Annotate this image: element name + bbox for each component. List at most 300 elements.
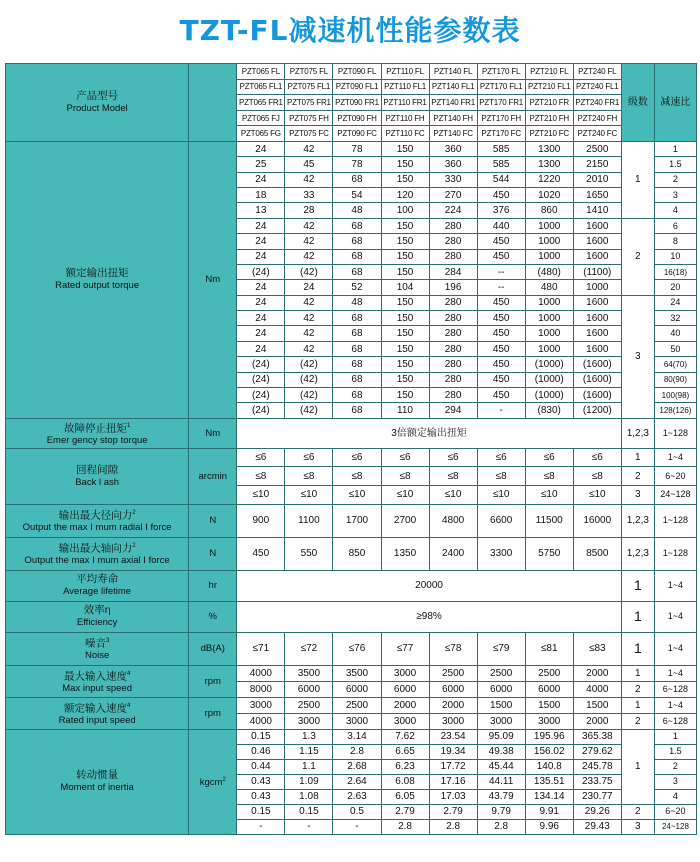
value-cell: 2.68	[333, 759, 381, 774]
value-cell: 120	[381, 188, 429, 203]
category-label	[6, 448, 189, 504]
value-cell: ≤8	[429, 467, 477, 486]
value-cell: 1020	[525, 188, 573, 203]
ratio-cell: 4	[654, 203, 696, 218]
value-cell: 42	[285, 341, 333, 356]
stage-cell: 2	[621, 804, 654, 819]
category-label-en: Output the max I mum axial I force	[24, 555, 170, 567]
value-cell: 6000	[477, 681, 525, 697]
value-cell: 1600	[573, 326, 621, 341]
ratio-cell: 1	[654, 729, 696, 744]
value-cell: 279.62	[573, 744, 621, 759]
ratio-cell: 1~4	[654, 601, 696, 632]
value-cell: 150	[381, 264, 429, 279]
ratio-cell: 6~20	[654, 804, 696, 819]
value-cell: 4000	[573, 681, 621, 697]
value-cell: 280	[429, 234, 477, 249]
ratio-cell: 80(90)	[654, 372, 696, 387]
value-cell: (1100)	[573, 264, 621, 279]
value-cell: 42	[285, 295, 333, 310]
model-cell: PZT170 FC	[477, 126, 525, 142]
value-cell: ≤10	[573, 486, 621, 505]
value-cell: 0.43	[237, 789, 285, 804]
category-label-en: Noise	[84, 650, 110, 662]
unit-text: %	[208, 611, 217, 623]
value-cell: 0.44	[237, 759, 285, 774]
value-cell: 48	[333, 203, 381, 218]
value-cell: ≤79	[477, 632, 525, 665]
value-cell: 1300	[525, 141, 573, 156]
value-cell: 0.43	[237, 774, 285, 789]
ratio-cell: 4	[654, 789, 696, 804]
value-cell: 450	[477, 341, 525, 356]
value-cell: 110	[381, 403, 429, 418]
category-label-cn: 回程间隙	[76, 463, 119, 476]
value-cell: 24	[237, 326, 285, 341]
ratio-cell: 1	[654, 141, 696, 156]
value-cell: 2.79	[429, 804, 477, 819]
ratio-cell: 1~4	[654, 665, 696, 681]
category-label-cn: 最大输入速度	[63, 669, 127, 682]
value-cell: 68	[333, 264, 381, 279]
category-label	[6, 697, 189, 729]
value-cell: 6.05	[381, 789, 429, 804]
value-cell: 280	[429, 311, 477, 326]
model-cell: PZT090 FL1	[333, 79, 381, 95]
value-cell: 150	[381, 218, 429, 233]
model-label	[6, 64, 189, 142]
value-cell: 330	[429, 172, 477, 187]
unit-label	[189, 570, 237, 601]
category-label-cn: 故障停止扭矩	[63, 421, 127, 434]
value-cell: 1500	[477, 697, 525, 713]
value-cell: (830)	[525, 403, 573, 418]
value-cell: 68	[333, 218, 381, 233]
value-cell: 68	[333, 234, 381, 249]
value-cell: 24	[237, 218, 285, 233]
value-cell: 0.46	[237, 744, 285, 759]
value-cell: ≤8	[381, 467, 429, 486]
value-cell: 24	[237, 172, 285, 187]
value-cell: 3300	[477, 537, 525, 570]
ratio-cell: 1.5	[654, 157, 696, 172]
value-cell: 1000	[573, 280, 621, 295]
value-cell: 2500	[285, 697, 333, 713]
value-cell: 1500	[573, 697, 621, 713]
stage-cell: 3	[621, 486, 654, 505]
ratio-cell: 10	[654, 249, 696, 264]
value-cell: 1.15	[285, 744, 333, 759]
value-cell: 585	[477, 141, 525, 156]
value-cell: 33	[285, 188, 333, 203]
value-cell: ≤8	[237, 467, 285, 486]
model-cell: PZT110 FL1	[381, 79, 429, 95]
model-cell: PZT065 FL1	[237, 79, 285, 95]
stage-cell: 1	[621, 729, 654, 804]
value-cell: 450	[477, 188, 525, 203]
stage-header: 级数	[621, 64, 654, 142]
value-span: 3倍额定输出扭矩	[237, 418, 622, 448]
model-cell: PZT065 FJ	[237, 110, 285, 126]
stage-cell: 2	[621, 467, 654, 486]
value-cell: 24	[237, 295, 285, 310]
model-cell: PZT075 FH	[285, 110, 333, 126]
value-cell: 68	[333, 326, 381, 341]
value-cell: 360	[429, 141, 477, 156]
value-cell: 1.3	[285, 729, 333, 744]
ratio-cell: 3	[654, 774, 696, 789]
value-span: 20000	[237, 570, 622, 601]
ratio-cell: 1~128	[654, 504, 696, 537]
value-cell: 3000	[333, 713, 381, 729]
value-cell: 3500	[285, 665, 333, 681]
model-cell: PZT075 FL1	[285, 79, 333, 95]
model-label-cn: 产品型号	[76, 89, 119, 102]
value-cell: 2000	[573, 713, 621, 729]
value-cell: 18	[237, 188, 285, 203]
value-cell: 16000	[573, 504, 621, 537]
ratio-cell: 50	[654, 341, 696, 356]
value-cell: (24)	[237, 403, 285, 418]
value-cell: 150	[381, 357, 429, 372]
model-cell: PZT210 FL	[525, 64, 573, 80]
ratio-cell: 6	[654, 218, 696, 233]
value-cell: 2400	[429, 537, 477, 570]
value-cell: 2000	[573, 665, 621, 681]
value-cell: 450	[477, 234, 525, 249]
ratio-cell: 1~128	[654, 418, 696, 448]
value-cell: -	[333, 819, 381, 834]
unit-label	[189, 418, 237, 448]
value-cell: 150	[381, 372, 429, 387]
value-cell: 1000	[525, 341, 573, 356]
value-cell: (1600)	[573, 357, 621, 372]
value-cell: 2.8	[333, 744, 381, 759]
model-cell: PZT140 FC	[429, 126, 477, 142]
value-cell: ≤78	[429, 632, 477, 665]
model-cell: PZT170 FH	[477, 110, 525, 126]
ratio-cell: 6~20	[654, 467, 696, 486]
category-label	[6, 601, 189, 632]
category-label	[6, 729, 189, 834]
value-cell: 68	[333, 341, 381, 356]
value-cell: 43.79	[477, 789, 525, 804]
value-cell: --	[477, 280, 525, 295]
value-cell: 6600	[477, 504, 525, 537]
value-cell: 270	[429, 188, 477, 203]
model-cell: PZT140 FR1	[429, 95, 477, 111]
model-cell: PZT110 FC	[381, 126, 429, 142]
unit-label	[189, 697, 237, 729]
value-cell: 1000	[525, 234, 573, 249]
value-cell: 0.15	[285, 804, 333, 819]
value-cell: (42)	[285, 264, 333, 279]
value-cell: 2150	[573, 157, 621, 172]
value-cell: ≤10	[477, 486, 525, 505]
value-cell: 1000	[525, 249, 573, 264]
ratio-cell: 1~4	[654, 448, 696, 467]
value-cell: ≤83	[573, 632, 621, 665]
ratio-cell: 32	[654, 311, 696, 326]
value-cell: 150	[381, 157, 429, 172]
stage-cell: 1	[621, 141, 654, 218]
value-cell: 450	[477, 311, 525, 326]
model-cell: PZT240 FL	[573, 64, 621, 80]
value-cell: 0.15	[237, 729, 285, 744]
value-cell: 24	[237, 249, 285, 264]
value-cell: 24	[237, 234, 285, 249]
unit-text: kgcm	[199, 777, 223, 789]
ratio-cell: 2	[654, 759, 696, 774]
value-cell: 2500	[573, 141, 621, 156]
category-label-en: Output the max I mum radial I force	[22, 522, 172, 534]
value-cell: ≤6	[429, 448, 477, 467]
value-cell: ≤6	[525, 448, 573, 467]
model-cell: PZT065 FL	[237, 64, 285, 80]
model-cell: PZT240 FH	[573, 110, 621, 126]
value-cell: 0.15	[237, 804, 285, 819]
value-cell: 585	[477, 157, 525, 172]
stage-cell: 1	[621, 697, 654, 713]
value-cell: 44.11	[477, 774, 525, 789]
value-cell: 19.34	[429, 744, 477, 759]
footnote-marker: 4	[126, 670, 131, 677]
value-cell: ≤6	[381, 448, 429, 467]
value-cell: 280	[429, 295, 477, 310]
value-cell: 850	[333, 537, 381, 570]
stage-cell: 1	[621, 570, 654, 601]
unit-label	[189, 729, 237, 834]
value-cell: 9.91	[525, 804, 573, 819]
footnote-marker: 2	[132, 543, 136, 550]
category-label-cn: 输出最大径向力	[58, 509, 133, 522]
value-cell: 1000	[525, 311, 573, 326]
ratio-cell: 20	[654, 280, 696, 295]
value-cell: ≤8	[477, 467, 525, 486]
value-cell: 196	[429, 280, 477, 295]
unit-text: N	[209, 515, 217, 527]
value-cell: ≤10	[429, 486, 477, 505]
value-cell: 2500	[477, 665, 525, 681]
value-cell: 233.75	[573, 774, 621, 789]
value-cell: (42)	[285, 357, 333, 372]
value-cell: 24	[237, 280, 285, 295]
model-cell: PZT240 FR1	[573, 95, 621, 111]
value-cell: 68	[333, 403, 381, 418]
value-cell: 68	[333, 387, 381, 402]
model-cell: PZT110 FH	[381, 110, 429, 126]
value-cell: 2500	[525, 665, 573, 681]
model-cell: PZT210 FL1	[525, 79, 573, 95]
model-cell: PZT240 FC	[573, 126, 621, 142]
value-cell: 450	[477, 357, 525, 372]
model-cell: PZT090 FR1	[333, 95, 381, 111]
value-cell: (42)	[285, 372, 333, 387]
category-label-cn: 转动惯量	[76, 769, 119, 782]
unit-header-empty	[189, 64, 237, 142]
value-cell: 150	[381, 341, 429, 356]
value-cell: 8500	[573, 537, 621, 570]
value-cell: 280	[429, 341, 477, 356]
value-cell: 150	[381, 326, 429, 341]
value-cell: 1.08	[285, 789, 333, 804]
value-cell: 6000	[381, 681, 429, 697]
value-cell: 8000	[237, 681, 285, 697]
value-cell: 3000	[525, 713, 573, 729]
model-cell: PZT110 FL	[381, 64, 429, 80]
category-label	[6, 570, 189, 601]
model-cell: PZT140 FH	[429, 110, 477, 126]
value-cell: -	[285, 819, 333, 834]
category-label-en: Back l ash	[75, 476, 120, 488]
watermark: www.fruxii.com	[585, 844, 670, 857]
unit-superscript: 2	[222, 777, 226, 784]
value-cell: 2010	[573, 172, 621, 187]
stage-cell: 3	[621, 819, 654, 834]
category-label	[6, 537, 189, 570]
unit-text: Nm	[205, 427, 221, 439]
ratio-cell: 6~128	[654, 681, 696, 697]
value-cell: ≤6	[477, 448, 525, 467]
value-cell: (1600)	[573, 387, 621, 402]
stage-cell: 1	[621, 448, 654, 467]
ratio-cell: 2	[654, 172, 696, 187]
value-cell: 1.09	[285, 774, 333, 789]
model-cell: PZT210 FC	[525, 126, 573, 142]
unit-label	[189, 632, 237, 665]
value-cell: 135.51	[525, 774, 573, 789]
value-cell: 900	[237, 504, 285, 537]
model-cell: PZT065 FR1	[237, 95, 285, 111]
unit-text: Nm	[205, 274, 221, 286]
value-cell: 6000	[333, 681, 381, 697]
footnote-marker: 4	[126, 702, 131, 709]
category-label-cn: 额定输入速度	[63, 701, 127, 714]
category-label	[6, 665, 189, 697]
value-cell: ≤8	[285, 467, 333, 486]
value-cell: 25	[237, 157, 285, 172]
value-cell: 224	[429, 203, 477, 218]
value-cell: 150	[381, 172, 429, 187]
value-cell: 2.8	[429, 819, 477, 834]
category-label	[6, 141, 189, 418]
unit-text: arcmin	[198, 470, 228, 482]
value-cell: 3000	[381, 665, 429, 681]
value-cell: ≤8	[525, 467, 573, 486]
value-cell: ≤10	[381, 486, 429, 505]
value-cell: (480)	[525, 264, 573, 279]
value-cell: 68	[333, 357, 381, 372]
value-cell: ≤72	[285, 632, 333, 665]
value-cell: 544	[477, 172, 525, 187]
value-cell: 150	[381, 249, 429, 264]
model-cell: PZT110 FR1	[381, 95, 429, 111]
value-cell: ≤6	[285, 448, 333, 467]
value-cell: 150	[381, 234, 429, 249]
unit-label	[189, 504, 237, 537]
value-cell: 150	[381, 141, 429, 156]
model-cell: PZT170 FL1	[477, 79, 525, 95]
value-cell: ≤71	[237, 632, 285, 665]
stage-cell: 2	[621, 713, 654, 729]
value-cell: 42	[285, 249, 333, 264]
value-cell: 3000	[477, 713, 525, 729]
ratio-cell: 1~4	[654, 570, 696, 601]
value-cell: ≤10	[525, 486, 573, 505]
value-cell: 49.38	[477, 744, 525, 759]
value-cell: 450	[477, 326, 525, 341]
value-cell: 1500	[525, 697, 573, 713]
value-cell: 280	[429, 326, 477, 341]
value-cell: 360	[429, 157, 477, 172]
model-cell: PZT240 FL1	[573, 79, 621, 95]
model-cell: PZT140 FL	[429, 64, 477, 80]
value-cell: 3500	[333, 665, 381, 681]
value-cell: 42	[285, 218, 333, 233]
value-cell: 0.5	[333, 804, 381, 819]
value-cell: 2700	[381, 504, 429, 537]
spec-table	[5, 63, 697, 835]
value-cell: (1200)	[573, 403, 621, 418]
value-cell: 2.79	[381, 804, 429, 819]
value-cell: 1.1	[285, 759, 333, 774]
model-cell: PZT210 FR	[525, 95, 573, 111]
value-cell: 1700	[333, 504, 381, 537]
unit-text: rpm	[204, 707, 221, 719]
value-cell: 6.23	[381, 759, 429, 774]
category-label-en: Rated output torque	[55, 280, 140, 292]
value-cell: 280	[429, 357, 477, 372]
value-cell: 1100	[285, 504, 333, 537]
category-label-cn: 平均寿命	[76, 573, 119, 586]
value-cell: 450	[477, 249, 525, 264]
stage-cell: 1	[621, 665, 654, 681]
model-cell: PZT075 FL	[285, 64, 333, 80]
ratio-cell: 24~128	[654, 486, 696, 505]
ratio-cell: 64(70)	[654, 357, 696, 372]
value-cell: 78	[333, 141, 381, 156]
model-cell: PZT170 FR1	[477, 95, 525, 111]
page-title: TZT-FL减速机性能参数表	[179, 14, 521, 47]
value-cell: (1600)	[573, 372, 621, 387]
value-cell: ≤10	[333, 486, 381, 505]
value-cell: 150	[381, 295, 429, 310]
value-cell: 1410	[573, 203, 621, 218]
value-cell: 3000	[429, 713, 477, 729]
value-cell: 6.65	[381, 744, 429, 759]
category-label-cn: 噪音	[84, 637, 106, 650]
unit-text: dB(A)	[200, 643, 225, 655]
value-cell: 284	[429, 264, 477, 279]
value-cell: 450	[477, 372, 525, 387]
value-cell: 24	[237, 141, 285, 156]
value-cell: 28	[285, 203, 333, 218]
value-cell: 1600	[573, 249, 621, 264]
value-cell: 450	[237, 537, 285, 570]
value-cell: 24	[285, 280, 333, 295]
value-cell: 68	[333, 372, 381, 387]
value-cell: -	[237, 819, 285, 834]
stage-cell: 1,2,3	[621, 418, 654, 448]
value-cell: 42	[285, 234, 333, 249]
category-label	[6, 632, 189, 665]
model-cell: PZT065 FG	[237, 126, 285, 142]
value-cell: 245.78	[573, 759, 621, 774]
value-cell: 78	[333, 157, 381, 172]
category-label-en: Average lifetime	[63, 586, 132, 598]
value-cell: 280	[429, 249, 477, 264]
ratio-cell: 24~128	[654, 819, 696, 834]
